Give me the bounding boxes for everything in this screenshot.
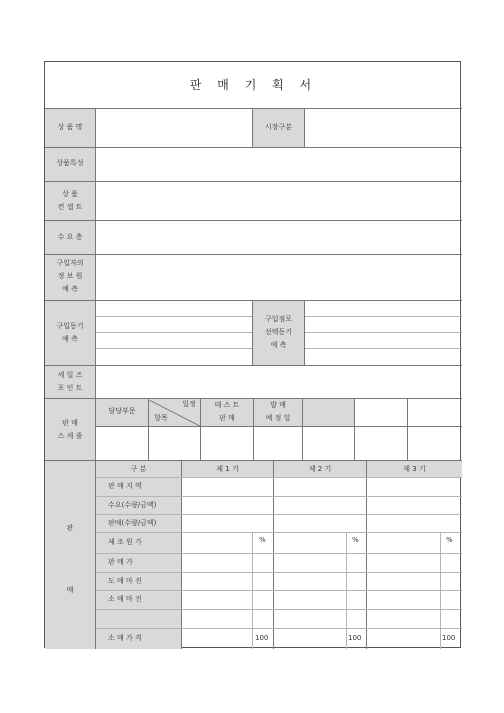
rule <box>346 533 347 649</box>
rule <box>305 332 462 333</box>
percent-sign: % <box>259 536 266 544</box>
rule <box>96 628 462 629</box>
rule <box>305 348 462 349</box>
label-product-feature: 상품특성 <box>56 159 84 167</box>
rule <box>96 572 462 573</box>
plan-header-category: 구 분 <box>130 465 147 473</box>
label-market-class: 시장구분 <box>264 123 293 131</box>
rule <box>273 461 274 649</box>
plan-row-label: 판 매 가 <box>108 558 133 566</box>
rule <box>96 477 462 478</box>
rule <box>45 220 462 221</box>
plan-header-p1: 제 1 기 <box>216 465 239 473</box>
rule <box>96 532 462 533</box>
form-title: 판 매 기 획 서 <box>189 78 318 92</box>
label-demand-layer: 수 요 층 <box>57 233 83 241</box>
plan-header-p2: 제 2 기 <box>308 465 332 473</box>
label-sale-date: 발 매 예 정 일 <box>265 401 291 422</box>
rule <box>366 461 367 649</box>
plan-row-label: 판 매 지 역 <box>108 482 142 490</box>
label-mae: 매 <box>66 586 74 594</box>
rule <box>181 461 182 649</box>
percent-sign: % <box>352 536 359 544</box>
rule <box>304 301 305 365</box>
label-purchase-motive: 구입동기 예 측 <box>56 322 84 343</box>
label-buyer-info: 구입자의 정 보 원 예 측 <box>56 259 84 293</box>
rule <box>45 365 462 366</box>
rule <box>407 399 408 460</box>
label-item: 항목 <box>154 414 168 422</box>
plan-row-label: 소 매 가 격 <box>108 634 142 642</box>
plan-row-label: 도 매 마 진 <box>108 577 142 585</box>
sales-plan-form <box>44 61 461 648</box>
rule <box>96 553 462 554</box>
rule <box>440 533 441 649</box>
rule <box>96 514 462 515</box>
rule <box>96 348 252 349</box>
label-pan: 판 <box>66 524 74 532</box>
rule <box>354 399 355 460</box>
plan-row-label: 판매(수량/금액) <box>108 519 157 527</box>
rule <box>96 609 462 610</box>
plan-header-p3: 제 3 기 <box>403 465 426 473</box>
rule <box>305 316 462 317</box>
rule <box>96 316 252 317</box>
rule <box>304 109 305 147</box>
rule <box>45 181 462 182</box>
label-sales-schedule: 판 매 스 케 줄 <box>57 419 83 440</box>
rule <box>96 496 462 497</box>
label-schedule: 일정 <box>182 400 196 408</box>
rule <box>96 590 462 591</box>
rule <box>96 332 252 333</box>
value-100: 100 <box>442 634 456 642</box>
label-sales-point: 세 일 즈 포 인 트 <box>57 371 83 392</box>
label-cell <box>45 461 95 649</box>
percent-sign: % <box>446 536 453 544</box>
label-product-name: 상 품 명 <box>57 123 83 131</box>
label-dept: 담당부문 <box>108 407 136 415</box>
rule <box>95 109 96 649</box>
plan-row-label: 소 매 마 진 <box>108 595 142 603</box>
plan-row-label: 제 조 원 가 <box>108 538 142 546</box>
rule <box>45 147 462 148</box>
label-product-concept: 상 품 컨 셉 트 <box>57 190 83 211</box>
plan-row-label: 수요(수량/금액) <box>108 501 157 509</box>
label-store-choice: 구입점포 선택동기 예 측 <box>264 315 293 349</box>
value-100: 100 <box>348 634 362 642</box>
rule <box>45 254 462 255</box>
value-100: 100 <box>255 634 269 642</box>
label-test-sale: 테 스 트 판 매 <box>214 401 240 422</box>
rule <box>302 399 303 460</box>
rule <box>252 533 253 649</box>
